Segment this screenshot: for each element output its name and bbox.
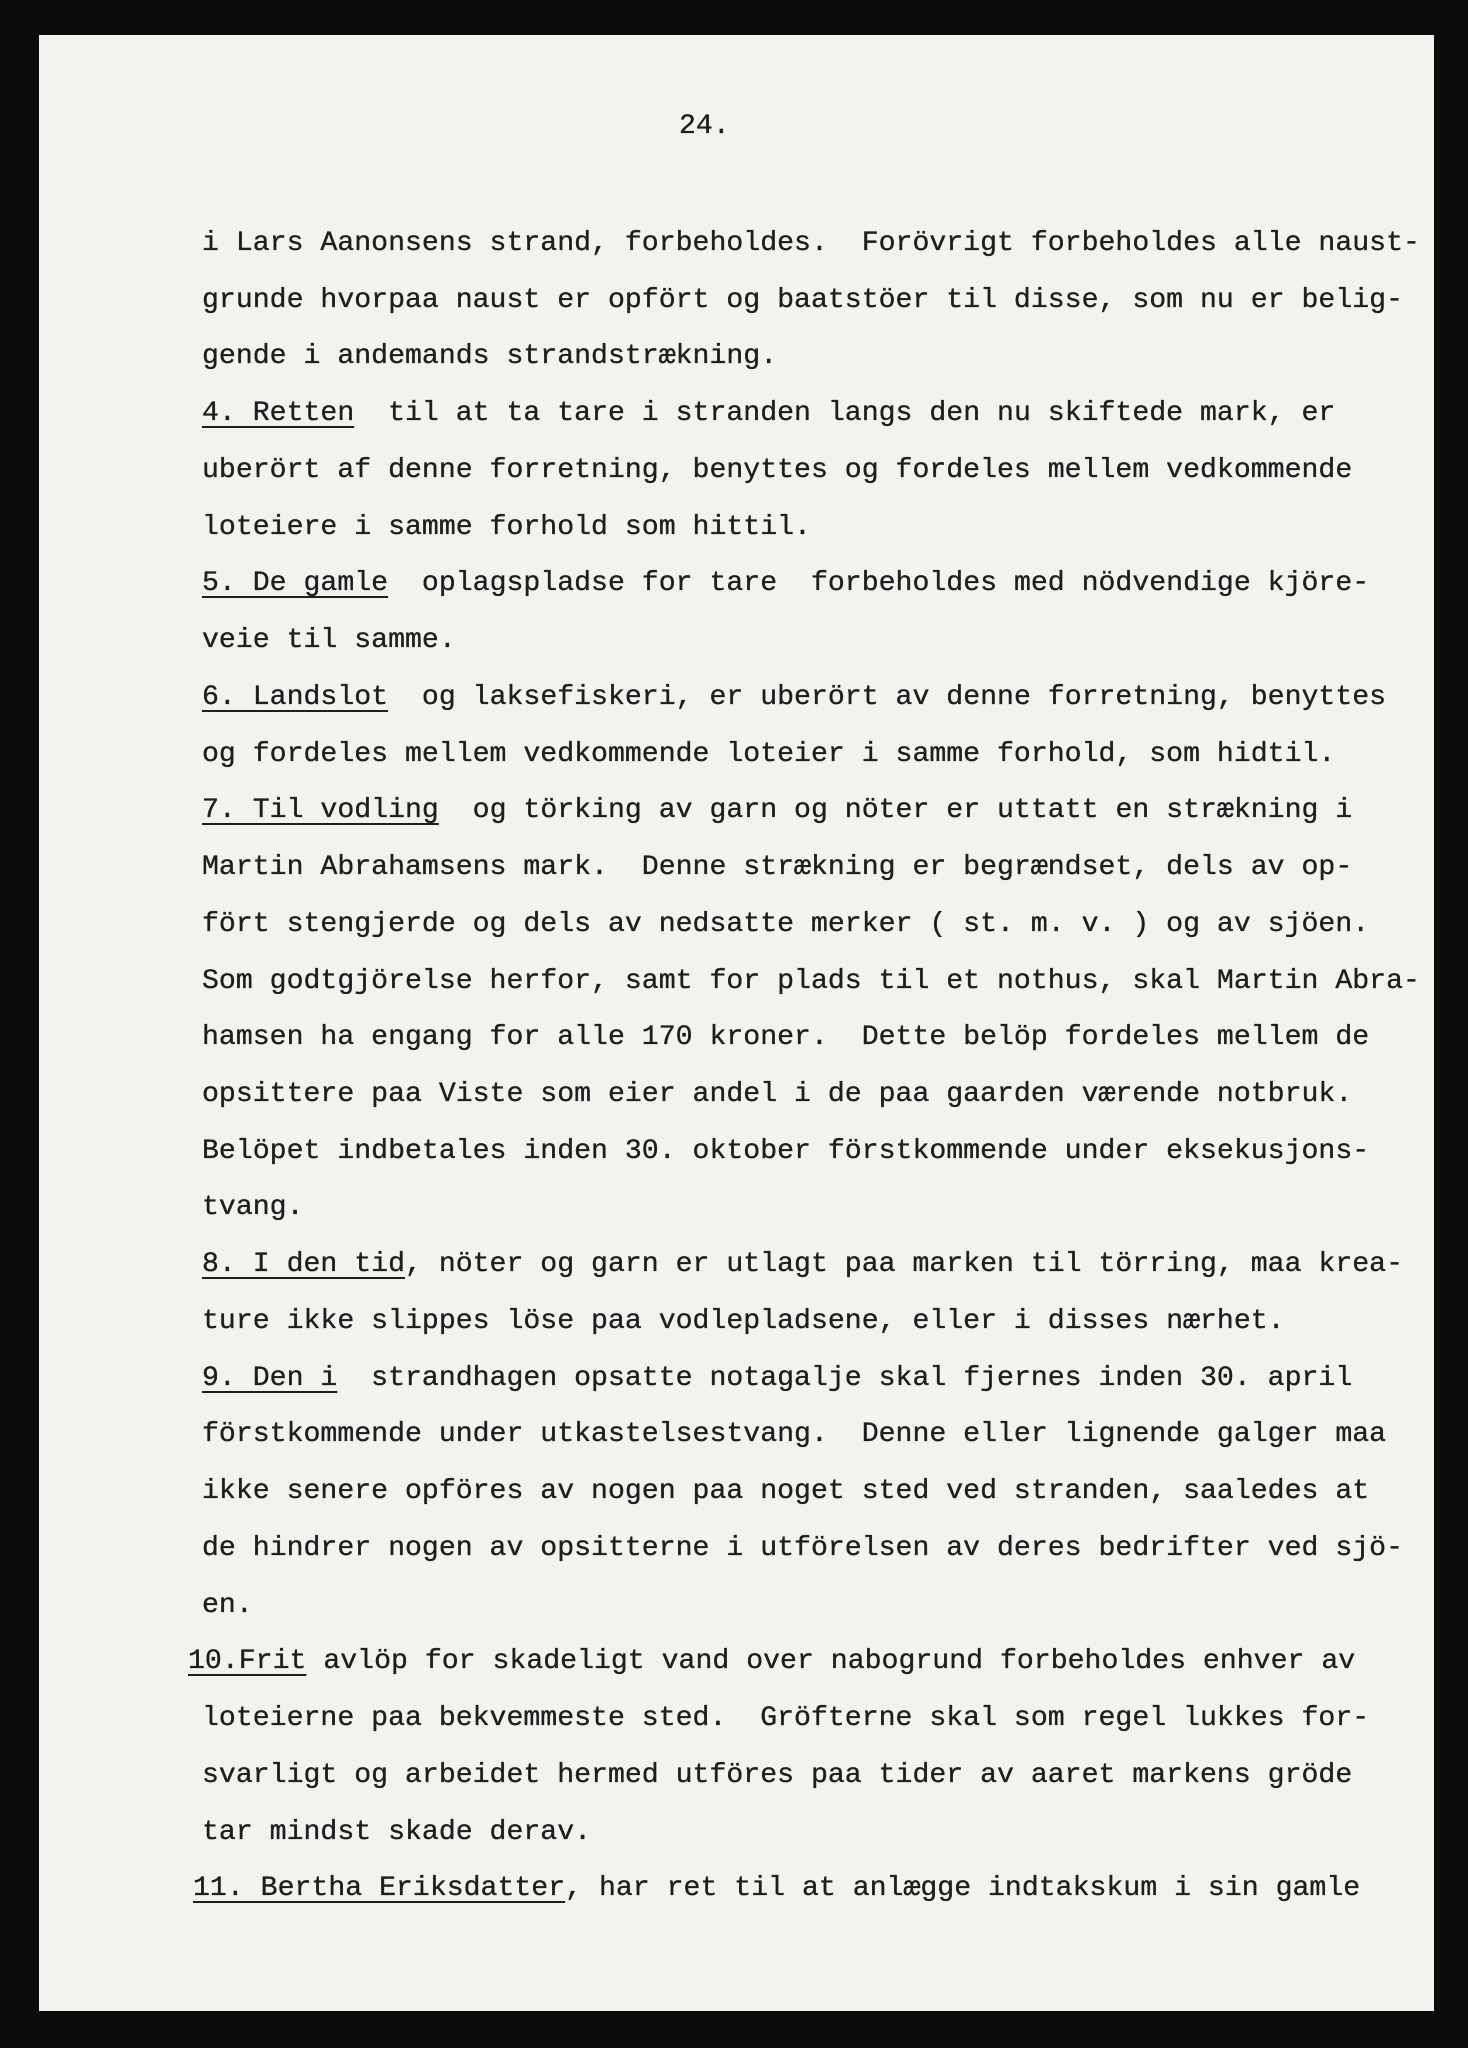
section-heading: 7. Til vodling [202,795,439,827]
text-line [202,1010,1420,1067]
section-heading: 4. Retten [202,398,355,430]
line-text: oplagspladse for tare forbeholdes med nödvendige kjöre- [388,568,1370,600]
text-line [202,500,1420,557]
text-line [202,443,1420,500]
line-text: til at ta tare i stranden langs den nu skiftede mark, er [354,398,1336,430]
line-text: uberört af denne forretning, benyttes og fordeles mellem vedkommende [202,454,1353,486]
section-line [202,556,1420,613]
text-line [202,1578,1420,1635]
line-text: opsittere paa Viste som eier andel i de paa gaarden værende notbruk. [202,1079,1353,1111]
section-line [202,386,1420,443]
line-text: , nöter og garn er utlagt paa marken til törring, maa krea- [404,1249,1403,1281]
text-line [202,1748,1420,1805]
line-text: loteierne paa bekvemmeste sted. Gröfterne skal som regel lukkes for- [202,1703,1370,1735]
text-line [202,216,1420,273]
line-text: grunde hvorpaa naust er opfört og baatstöer til disse, som nu er belig- [202,284,1403,316]
line-text: en. [202,1589,253,1621]
line-text: ikke senere opföres av nogen paa noget sted ved stranden, saaledes at [202,1476,1370,1508]
line-text: hamsen ha engang for alle 170 kroner. Dette belöp fordeles mellem de [202,1022,1370,1054]
text-line [202,1521,1420,1578]
text-line [202,727,1420,784]
line-text: tar mindst skade derav. [202,1816,592,1848]
section-line [202,1351,1420,1408]
section-line [188,1634,1420,1691]
line-text: tvang. [202,1192,304,1224]
line-text: og laksefiskeri, er uberört av denne forretning, benyttes [388,681,1387,713]
section-heading: 5. De gamle [202,568,389,600]
section-heading: 8. I den tid [202,1249,405,1281]
line-text: , har ret til at anlægge indtakskum i sin gamle [565,1873,1361,1905]
line-text: loteiere i samme forhold som hittil. [202,511,811,543]
text-line [202,1124,1420,1181]
text-line [202,1407,1420,1464]
text-line [202,954,1420,1011]
section-heading: 11. Bertha Eriksdatter [193,1873,566,1905]
section-line [193,1861,1420,1918]
line-text: ture ikke slippes löse paa vodlepladsene, eller i disses nærhet. [202,1305,1285,1337]
line-text: og fordeles mellem vedkommende loteier i samme forhold, som hidtil. [202,738,1336,770]
line-text: Martin Abrahamsens mark. Denne strækning er begrændset, dels av op- [202,852,1353,884]
line-text: förstkommende under utkastelsestvang. Denne eller lignende galger maa [202,1419,1387,1451]
line-text: og törking av garn og nöter er uttatt en strækning i [438,795,1353,827]
text-line [202,273,1420,330]
text-line [202,1067,1420,1124]
line-text: gende i andemands strandstrækning. [202,341,778,373]
text-line [202,1691,1420,1748]
line-text: svarligt og arbeidet hermed utföres paa tider av aaret markens gröde [202,1759,1353,1791]
text-line [202,1180,1420,1237]
section-heading: 6. Landslot [202,681,389,713]
line-text: Belöpet indbetales inden 30. oktober förstkommende under eksekusjons- [202,1135,1370,1167]
page-number: 24. [679,111,730,142]
line-text: fört stengjerde og dels av nedsatte merker ( st. m. v. ) og av sjöen. [202,908,1370,940]
line-text: i Lars Aanonsens strand, forbeholdes. Forövrigt forbeholdes alle naust- [202,228,1420,259]
text-line [202,329,1420,386]
section-line [202,670,1420,727]
text-line [202,1294,1420,1351]
document-body [188,216,1420,1918]
text-line [202,840,1420,897]
section-heading: 9. Den i [202,1362,338,1394]
section-line [202,1237,1420,1294]
text-line [202,1464,1420,1521]
line-text: avlöp for skadeligt vand over nabogrund forbeholdes enhver av [306,1646,1356,1678]
text-line [202,613,1420,670]
line-text: de hindrer nogen av opsitterne i utförelsen av deres bedrifter ved sjö- [202,1532,1403,1564]
text-line [202,897,1420,954]
line-text: strandhagen opsatte notagalje skal fjernes inden 30. april [337,1362,1353,1394]
line-text: veie til samme. [202,625,456,657]
section-line [202,783,1420,840]
line-text: Som godtgjörelse herfor, samt for plads til et nothus, skal Martin Abra- [202,965,1420,997]
section-heading: 10.Frit [188,1646,307,1678]
text-line [202,1805,1420,1862]
